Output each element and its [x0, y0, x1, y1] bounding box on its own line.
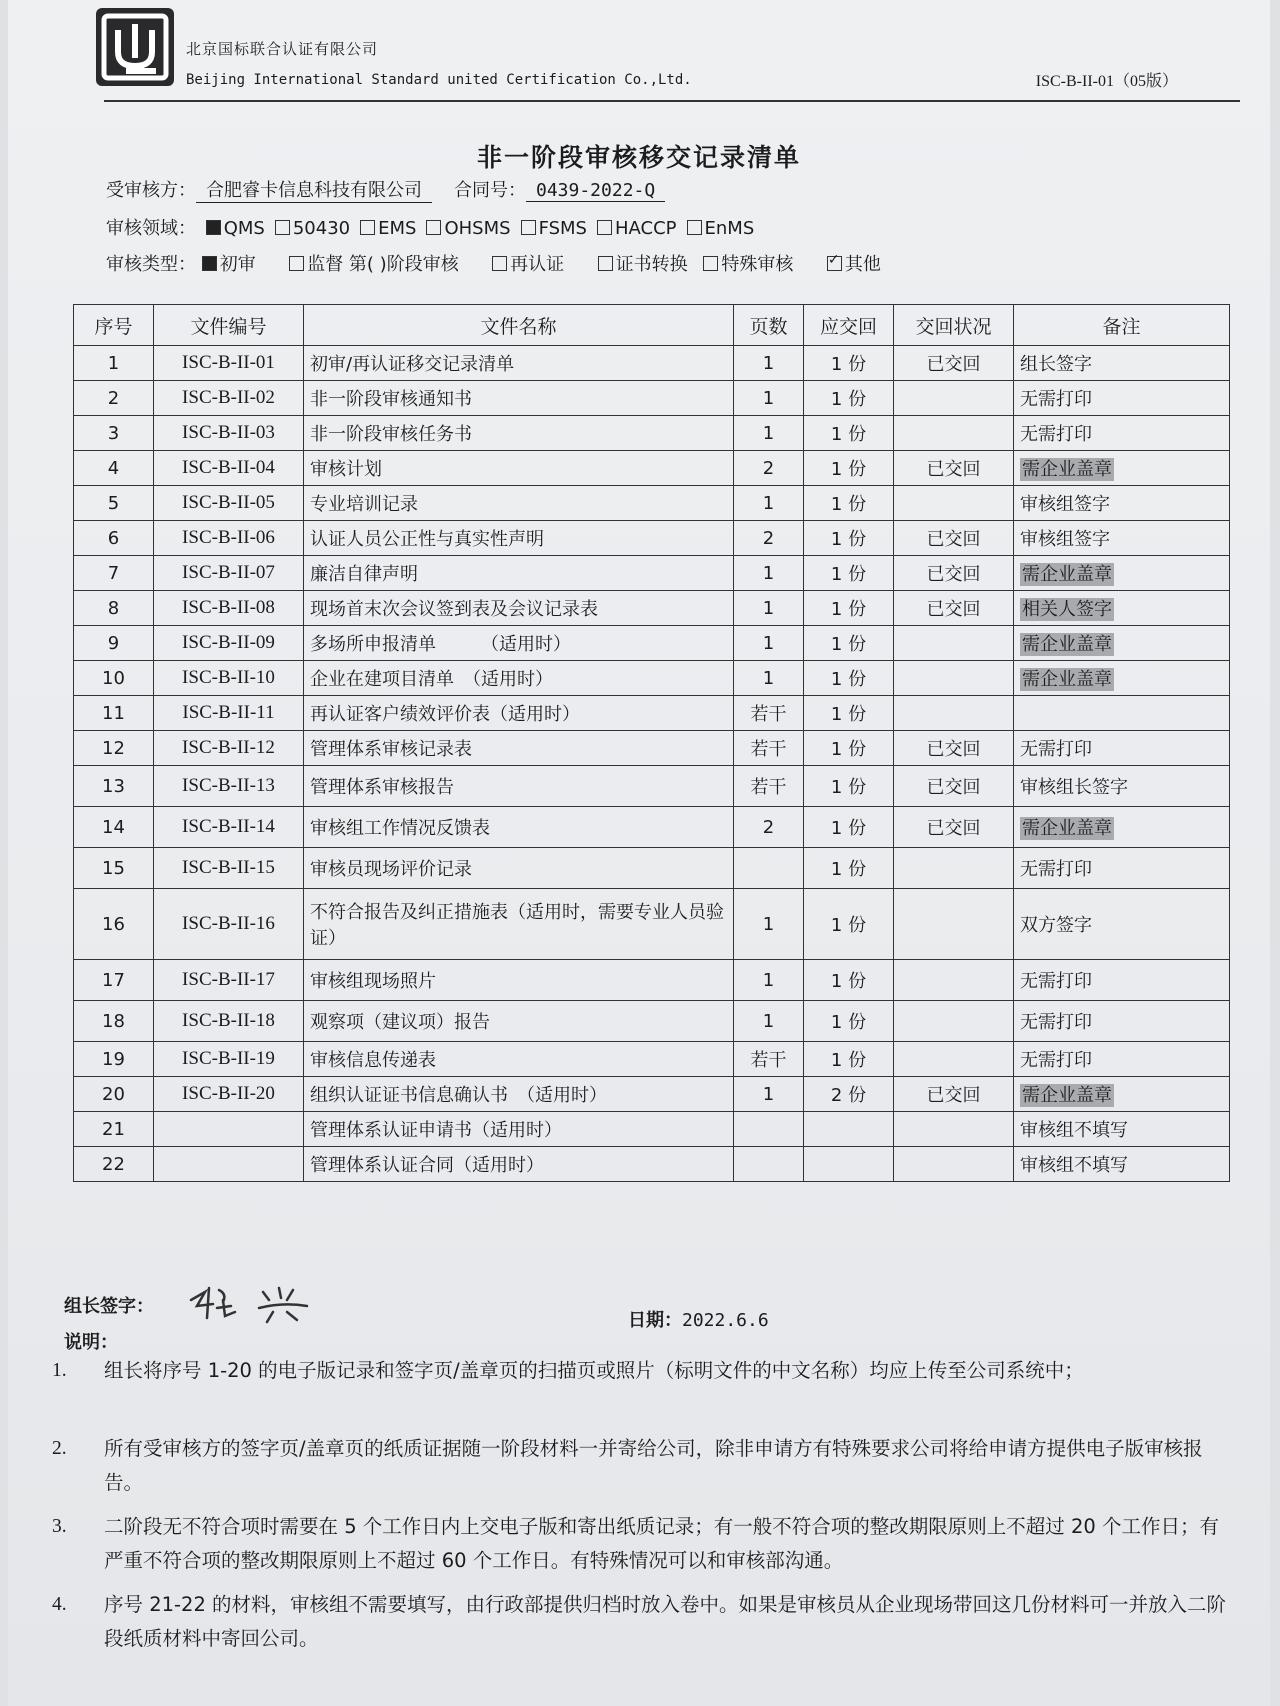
return-status-cell [894, 486, 1014, 521]
audit-type-recertification: 再认证 [510, 254, 565, 275]
submit-count-cell: 1 份 [804, 696, 894, 731]
return-status-cell: 已交回 [894, 766, 1014, 807]
table-row [74, 696, 1230, 731]
return-status-cell [894, 416, 1014, 451]
return-status-cell: 已交回 [894, 521, 1014, 556]
remark-cell [1014, 1077, 1230, 1112]
table-row [74, 1042, 1230, 1077]
row-number-cell: 9 [74, 626, 154, 661]
row-number-cell: 15 [74, 848, 154, 889]
page-count-cell: 1 [734, 1077, 804, 1112]
file-code-cell: ISC-B-II-16 [154, 889, 304, 960]
highlighted-remark: 需企业盖章 [1022, 564, 1112, 585]
remark-cell: 审核组签字 [1014, 521, 1230, 556]
return-status-cell: 已交回 [894, 1077, 1014, 1112]
checkbox-initial-audit[interactable] [202, 256, 217, 271]
audit-type-initial: 初审 [219, 254, 256, 275]
table-row [74, 556, 1230, 591]
file-code-cell: ISC-B-II-11 [154, 696, 304, 731]
checkbox-surveillance[interactable] [289, 256, 304, 271]
return-status-cell: 已交回 [894, 556, 1014, 591]
return-status-cell [894, 889, 1014, 960]
audit-type-transfer: 证书转换 [615, 254, 688, 275]
audit-type-surveillance: 监督 第( )阶段审核 [307, 254, 459, 275]
return-status-cell [894, 1001, 1014, 1042]
submit-count-cell: 1 份 [804, 346, 894, 381]
file-name-cell: 廉洁自律声明 [304, 556, 734, 591]
return-status-cell [894, 1112, 1014, 1147]
transfer-record-table [73, 304, 1230, 1182]
highlighted-remark: 需企业盖章 [1022, 818, 1112, 839]
submit-count-cell [804, 1112, 894, 1147]
submit-count-cell: 1 份 [804, 1001, 894, 1042]
row-number-cell: 7 [74, 556, 154, 591]
page-count-cell: 1 [734, 591, 804, 626]
remark-cell: 无需打印 [1014, 416, 1230, 451]
submit-count-cell: 1 份 [804, 731, 894, 766]
domain-option-label: FSMS [538, 218, 587, 239]
submit-count-cell: 1 份 [804, 381, 894, 416]
file-code-cell: ISC-B-II-13 [154, 766, 304, 807]
client-label: 受审核方： [106, 180, 196, 201]
table-row [74, 661, 1230, 696]
row-number-cell: 1 [74, 346, 154, 381]
notes-heading: 说明： [64, 1332, 118, 1353]
remark-cell: 无需打印 [1014, 731, 1230, 766]
row-number-cell: 2 [74, 381, 154, 416]
audit-type-other: 其他 [844, 254, 881, 275]
row-number-cell: 13 [74, 766, 154, 807]
highlighted-remark: 需企业盖章 [1022, 634, 1112, 655]
page-count-cell: 1 [734, 889, 804, 960]
submit-count-cell: 1 份 [804, 591, 894, 626]
remark-cell: 审核组签字 [1014, 486, 1230, 521]
checkbox-certificate-transfer[interactable] [598, 256, 613, 271]
column-header: 交回状况 [894, 305, 1014, 346]
row-number-cell: 17 [74, 960, 154, 1001]
file-name-cell: 非一阶段审核通知书 [304, 381, 734, 416]
return-status-cell [894, 1147, 1014, 1182]
row-number-cell: 20 [74, 1077, 154, 1112]
date-value: 2022.6.6 [682, 1310, 769, 1331]
row-number-cell: 4 [74, 451, 154, 486]
remark-cell: 无需打印 [1014, 848, 1230, 889]
return-status-cell [894, 626, 1014, 661]
domain-option-label: EMS [378, 218, 417, 239]
return-status-cell [894, 960, 1014, 1001]
remark-cell: 无需打印 [1014, 1042, 1230, 1077]
checkbox-special-audit[interactable] [703, 256, 718, 271]
table-row [74, 626, 1230, 661]
submit-count-cell: 1 份 [804, 626, 894, 661]
table-row [74, 381, 1230, 416]
return-status-cell [894, 381, 1014, 416]
company-name-cn: 北京国标联合认证有限公司 [186, 40, 379, 58]
client-name-field: 合肥睿卡信息科技有限公司 [196, 176, 432, 203]
highlighted-remark: 需企业盖章 [1022, 459, 1112, 480]
column-header: 备注 [1014, 305, 1230, 346]
note-number: 2. [52, 1438, 67, 1459]
audit-type-line [106, 250, 881, 276]
page-count-cell: 1 [734, 556, 804, 591]
checkbox-domain[interactable] [360, 220, 375, 235]
return-status-cell [894, 696, 1014, 731]
remark-cell: 审核组不填写 [1014, 1147, 1230, 1182]
note-item [52, 1354, 1232, 1388]
file-name-cell: 管理体系审核记录表 [304, 731, 734, 766]
note-text: 所有受审核方的签字页/盖章页的纸质证据随一阶段材料一并寄给公司，除非申请方有特殊要求公司将给申请方提供电子版审核报告。 [104, 1437, 1203, 1494]
note-item [52, 1588, 1232, 1656]
file-code-cell: ISC-B-II-09 [154, 626, 304, 661]
note-text: 二阶段无不符合项时需要在 5 个工作日内上交电子版和寄出纸质记录；有一般不符合项的整改期限原则上不超过 20 个工作日；有严重不符合项的整改期限原则上不超过 60 个工作日。有特殊情况可以和审核部沟通。 [104, 1515, 1220, 1572]
table-row [74, 521, 1230, 556]
file-code-cell: ISC-B-II-08 [154, 591, 304, 626]
remark-cell: 双方签字 [1014, 889, 1230, 960]
page-count-cell: 若干 [734, 696, 804, 731]
page-count-cell: 若干 [734, 731, 804, 766]
page-count-cell: 2 [734, 451, 804, 486]
row-number-cell: 12 [74, 731, 154, 766]
submit-count-cell: 1 份 [804, 661, 894, 696]
page-count-cell: 1 [734, 346, 804, 381]
table-row [74, 1077, 1230, 1112]
table-row [74, 731, 1230, 766]
file-name-cell: 管理体系认证申请书（适用时） [304, 1112, 734, 1147]
column-header: 应交回 [804, 305, 894, 346]
note-number: 3. [52, 1516, 67, 1537]
remark-cell: 无需打印 [1014, 960, 1230, 1001]
table-header-row [74, 305, 1230, 346]
row-number-cell: 21 [74, 1112, 154, 1147]
document-page [8, 0, 1270, 1706]
row-number-cell: 10 [74, 661, 154, 696]
table-row [74, 766, 1230, 807]
return-status-cell: 已交回 [894, 807, 1014, 848]
domain-option-label: QMS [223, 218, 265, 239]
table-row [74, 486, 1230, 521]
header-divider [104, 100, 1240, 102]
audit-domain-line [106, 214, 754, 240]
file-name-cell: 组织认证证书信息确认书 （适用时） [304, 1077, 734, 1112]
file-code-cell: ISC-B-II-18 [154, 1001, 304, 1042]
file-code-cell [154, 1147, 304, 1182]
row-number-cell: 18 [74, 1001, 154, 1042]
submit-count-cell: 1 份 [804, 451, 894, 486]
table-row [74, 591, 1230, 626]
company-logo [96, 8, 174, 86]
file-name-cell: 审核计划 [304, 451, 734, 486]
page-count-cell: 1 [734, 381, 804, 416]
file-code-cell: ISC-B-II-20 [154, 1077, 304, 1112]
checkbox-domain[interactable] [597, 220, 612, 235]
file-code-cell: ISC-B-II-03 [154, 416, 304, 451]
checkbox-recertification[interactable] [492, 256, 507, 271]
file-code-cell: ISC-B-II-10 [154, 661, 304, 696]
page-count-cell: 1 [734, 416, 804, 451]
contract-label: 合同号： [454, 180, 526, 201]
page-count-cell: 1 [734, 1001, 804, 1042]
file-code-cell: ISC-B-II-04 [154, 451, 304, 486]
remark-cell [1014, 661, 1230, 696]
file-name-cell: 现场首末次会议签到表及会议记录表 [304, 591, 734, 626]
column-header: 序号 [74, 305, 154, 346]
handwritten-signature [183, 1278, 353, 1328]
submit-count-cell: 1 份 [804, 486, 894, 521]
remark-cell: 无需打印 [1014, 381, 1230, 416]
table-row [74, 1112, 1230, 1147]
file-name-cell: 审核信息传递表 [304, 1042, 734, 1077]
file-name-cell: 不符合报告及纠正措施表（适用时，需要专业人员验证） [304, 889, 734, 960]
file-code-cell: ISC-B-II-15 [154, 848, 304, 889]
audit-type-special: 特殊审核 [721, 254, 794, 275]
row-number-cell: 22 [74, 1147, 154, 1182]
note-text: 序号 21-22 的材料，审核组不需要填写，由行政部提供归档时放入卷中。如果是审核员从企业现场带回这几份材料可一并放入二阶段纸质材料中寄回公司。 [104, 1593, 1227, 1650]
submit-count-cell: 1 份 [804, 1042, 894, 1077]
file-name-cell: 观察项（建议项）报告 [304, 1001, 734, 1042]
table-row [74, 960, 1230, 1001]
submit-count-cell: 1 份 [804, 416, 894, 451]
submit-count-cell: 1 份 [804, 889, 894, 960]
checkbox-domain[interactable] [206, 220, 221, 235]
contract-number-field: 0439-2022-Q [526, 180, 665, 202]
remark-cell: 无需打印 [1014, 1001, 1230, 1042]
domain-option-label: EnMS [704, 218, 755, 239]
file-code-cell: ISC-B-II-12 [154, 731, 304, 766]
file-name-cell: 管理体系认证合同（适用时） [304, 1147, 734, 1182]
return-status-cell: 已交回 [894, 731, 1014, 766]
table-row [74, 346, 1230, 381]
note-number: 4. [52, 1594, 67, 1615]
company-name-en: Beijing International Standard united Certification Co.,Ltd. [186, 72, 692, 88]
page-count-cell: 2 [734, 807, 804, 848]
table-row [74, 451, 1230, 486]
file-code-cell: ISC-B-II-02 [154, 381, 304, 416]
page-count-cell [734, 1147, 804, 1182]
page-count-cell: 1 [734, 486, 804, 521]
submit-count-cell [804, 1147, 894, 1182]
date-label: 日期： [628, 1310, 682, 1331]
submit-count-cell: 1 份 [804, 807, 894, 848]
remark-cell: 组长签字 [1014, 346, 1230, 381]
file-name-cell: 专业培训记录 [304, 486, 734, 521]
checkbox-domain[interactable] [521, 220, 536, 235]
file-code-cell: ISC-B-II-19 [154, 1042, 304, 1077]
file-code-cell: ISC-B-II-14 [154, 807, 304, 848]
audit-type-label: 审核类型： [106, 254, 196, 275]
remark-cell: 审核组长签字 [1014, 766, 1230, 807]
audit-domain-label: 审核领域： [106, 218, 196, 239]
file-code-cell: ISC-B-II-01 [154, 346, 304, 381]
return-status-cell [894, 661, 1014, 696]
note-item [52, 1510, 1232, 1578]
page-count-cell: 若干 [734, 766, 804, 807]
file-name-cell: 审核组工作情况反馈表 [304, 807, 734, 848]
page-count-cell: 若干 [734, 1042, 804, 1077]
return-status-cell [894, 1042, 1014, 1077]
submit-count-cell: 1 份 [804, 556, 894, 591]
table-row [74, 1147, 1230, 1182]
remark-cell [1014, 591, 1230, 626]
table-row [74, 1001, 1230, 1042]
return-status-cell: 已交回 [894, 451, 1014, 486]
checkbox-other[interactable] [827, 256, 842, 271]
note-item [52, 1432, 1232, 1500]
document-code: ISC-B-II-01（05版） [1035, 73, 1178, 90]
page-count-cell: 1 [734, 960, 804, 1001]
domain-option-label: OHSMS [444, 218, 511, 239]
page-count-cell: 1 [734, 661, 804, 696]
file-code-cell: ISC-B-II-06 [154, 521, 304, 556]
note-number: 1. [52, 1360, 67, 1381]
checkbox-domain[interactable] [687, 220, 702, 235]
file-code-cell: ISC-B-II-05 [154, 486, 304, 521]
row-number-cell: 3 [74, 416, 154, 451]
column-header: 文件名称 [304, 305, 734, 346]
checkbox-domain[interactable] [275, 220, 290, 235]
page-count-cell [734, 848, 804, 889]
leader-signature-label: 组长签字： [64, 1296, 154, 1317]
file-code-cell [154, 1112, 304, 1147]
return-status-cell: 已交回 [894, 346, 1014, 381]
file-code-cell: ISC-B-II-07 [154, 556, 304, 591]
highlighted-remark: 需企业盖章 [1022, 1085, 1112, 1106]
file-name-cell: 多场所申报清单 （适用时） [304, 626, 734, 661]
file-name-cell: 审核组现场照片 [304, 960, 734, 1001]
row-number-cell: 8 [74, 591, 154, 626]
table-row [74, 889, 1230, 960]
file-code-cell: ISC-B-II-17 [154, 960, 304, 1001]
file-name-cell: 非一阶段审核任务书 [304, 416, 734, 451]
file-name-cell: 企业在建项目清单 （适用时） [304, 661, 734, 696]
file-name-cell: 初审/再认证移交记录清单 [304, 346, 734, 381]
remark-cell [1014, 807, 1230, 848]
page-count-cell: 2 [734, 521, 804, 556]
domain-option-label: 50430 [292, 218, 351, 239]
domain-option-label: HACCP [614, 218, 677, 239]
remark-cell [1014, 626, 1230, 661]
highlighted-remark: 相关人签字 [1022, 599, 1112, 620]
remark-cell [1014, 451, 1230, 486]
file-name-cell: 再认证客户绩效评价表（适用时） [304, 696, 734, 731]
table-row [74, 848, 1230, 889]
page-count-cell [734, 1112, 804, 1147]
checkbox-domain[interactable] [426, 220, 441, 235]
column-header: 页数 [734, 305, 804, 346]
row-number-cell: 5 [74, 486, 154, 521]
table-row [74, 807, 1230, 848]
page-count-cell: 1 [734, 626, 804, 661]
row-number-cell: 11 [74, 696, 154, 731]
submit-count-cell: 1 份 [804, 960, 894, 1001]
column-header: 文件编号 [154, 305, 304, 346]
row-number-cell: 19 [74, 1042, 154, 1077]
submit-count-cell: 1 份 [804, 766, 894, 807]
submit-count-cell: 2 份 [804, 1077, 894, 1112]
row-number-cell: 6 [74, 521, 154, 556]
file-name-cell: 认证人员公正性与真实性声明 [304, 521, 734, 556]
file-name-cell: 审核员现场评价记录 [304, 848, 734, 889]
note-text: 组长将序号 1-20 的电子版记录和签字页/盖章页的扫描页或照片（标明文件的中文名称）均应上传至公司系统中； [104, 1359, 1084, 1382]
return-status-cell: 已交回 [894, 591, 1014, 626]
remark-cell: 审核组不填写 [1014, 1112, 1230, 1147]
file-name-cell: 管理体系审核报告 [304, 766, 734, 807]
table-row [74, 416, 1230, 451]
return-status-cell [894, 848, 1014, 889]
page-title: 非一阶段审核移交记录清单 [476, 143, 801, 172]
highlighted-remark: 需企业盖章 [1022, 669, 1112, 690]
submit-count-cell: 1 份 [804, 521, 894, 556]
remark-cell [1014, 556, 1230, 591]
submit-count-cell: 1 份 [804, 848, 894, 889]
row-number-cell: 16 [74, 889, 154, 960]
remark-cell [1014, 696, 1230, 731]
client-line [106, 176, 665, 203]
date-line [628, 1306, 769, 1332]
row-number-cell: 14 [74, 807, 154, 848]
